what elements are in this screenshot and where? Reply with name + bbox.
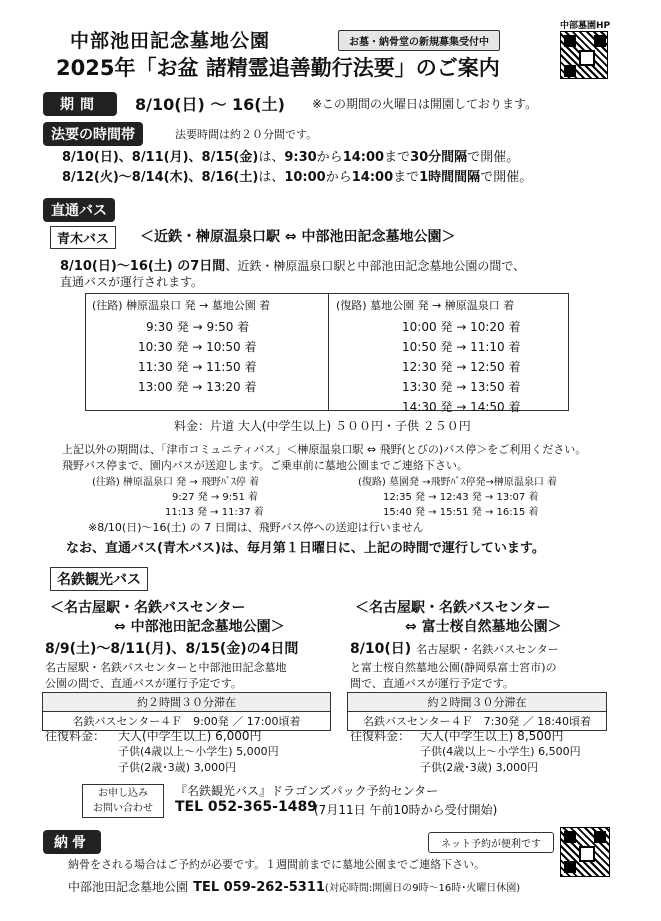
meitetsu-right-days-line [350, 638, 559, 658]
aoki-bus-days [60, 255, 525, 274]
aoki-timetable [85, 293, 569, 414]
service-duration-note: 法要時間は約２０分間です。 [175, 128, 318, 141]
service-end-1: 14:00 [342, 150, 385, 165]
community-inbound-row: 12:35 発 → 12:43 発 → 13:07 着 [383, 492, 539, 503]
period-heading: 期間 [43, 92, 117, 116]
community-inbound-row: 15:40 発 → 15:51 発 → 16:15 着 [383, 507, 539, 518]
community-bus-note-2: 飛野バス停まで、園内バスが送迎します。ご乗車前に墓地公園までご連絡下さい。 [62, 459, 468, 472]
service-start-1: 9:30 [284, 150, 317, 165]
particle: まで [384, 150, 411, 165]
reservation-center: 『名鉄観光バス』ドラゴンズパック予約センター [175, 784, 439, 798]
meitetsu-left-stay-box [42, 692, 331, 731]
meitetsu-right-stay-box [347, 692, 607, 731]
meitetsu-right-fare-label: 往復料金： [350, 729, 411, 743]
service-end-2: 14:00 [351, 170, 394, 185]
nokotsu-note: 納骨をされる場合はご予約が必要です。１週間前までに墓地公園までご連絡下さい。 [68, 858, 486, 871]
timetable-divider [328, 294, 329, 410]
inbound-time-row: 14:30 発 → 14:50 着 [402, 400, 521, 414]
homepage-qr-code[interactable] [560, 31, 608, 79]
no-pickup-note: ※8/10(日)～16(土) の 7 日間は、飛野バス停への送迎は行いません [88, 521, 424, 534]
meitetsu-left-fare-child2: 子供(2歳･3歳) 3,000円 [118, 761, 237, 774]
meitetsu-right-desc-3: 間で、直通バスが運行予定です。 [350, 677, 514, 690]
particle: から [316, 150, 343, 165]
aoki-bus-route: ＜近鉄・榊原温泉口駅 ⇔ 中部池田記念墓地公園＞ [140, 229, 456, 245]
contact-label-2: お問い合わせ [93, 803, 153, 814]
service-times-line-2 [62, 166, 532, 185]
particle: で開催。 [480, 170, 533, 185]
meitetsu-left-route-1: ＜名古屋駅・名鉄バスセンター [50, 600, 246, 616]
meitetsu-right-fare-child2: 子供(2歳･3歳) 3,000円 [420, 761, 539, 774]
outbound-header: (往路) 榊原温泉口 発 → 墓地公園 着 [92, 299, 271, 312]
aoki-fare: 料金：片道 大人(中学生以上) ５００円・子供 ２５０円 [174, 419, 471, 433]
recruitment-badge: お墓・納骨堂の新規募集受付中 [338, 30, 500, 51]
period-dates: 8/10(日) ～ 16(土) [135, 95, 285, 114]
meitetsu-left-days: 8/9(土)～8/11(月)、8/15(金)の4日間 [45, 641, 299, 657]
reservation-tel[interactable]: TEL 052-365-1489 [175, 799, 317, 815]
aoki-bus-days-line2: 直通バスが運行されます。 [60, 275, 204, 289]
meitetsu-right-desc-2: と富士桜自然墓地公園(静岡県富士宮市)の [350, 661, 557, 674]
stay-schedule: 名鉄バスセンター４Ｆ 7:30発 ／ 18:40頃着 [363, 715, 591, 728]
community-outbound-row: 9:27 発 → 9:51 着 [172, 492, 259, 503]
particle: は、 [258, 150, 285, 165]
nokotsu-hours: (対応時間:開園日の9時～16時･火曜日休園) [324, 883, 521, 894]
service-interval-2: 1時間間隔 [419, 170, 481, 185]
reservation-tel-note: (7月11日 午前10時から受付開始) [314, 803, 498, 817]
stay-schedule: 名鉄バスセンター４Ｆ 9:00発 ／ 17:00頃着 [72, 715, 301, 728]
particle: まで [393, 170, 420, 185]
park-name-title: 中部池田記念墓地公園 [70, 30, 271, 52]
stay-duration: 約２時間３０分滞在 [43, 693, 330, 712]
meitetsu-right-fare-child1: 子供(4歳以上～小学生) 6,500円 [420, 745, 581, 758]
service-times-line-1 [62, 146, 519, 165]
contact-label-box [82, 784, 164, 818]
event-title: 2025年「お盆 諸精霊追善勤行法要」のご案内 [56, 56, 500, 80]
meitetsu-right-desc-1: 名古屋駅・名鉄バスセンター [416, 643, 559, 656]
aoki-bus-label: 青木バス [50, 226, 116, 249]
net-reservation-button[interactable]: ネット予約が便利です [428, 832, 554, 853]
nokotsu-org: 中部池田記念墓地公園 [68, 880, 189, 894]
meitetsu-left-fare-label: 往復料金： [45, 729, 106, 743]
service-start-2: 10:00 [284, 170, 326, 185]
inbound-time-row: 10:50 発 → 11:10 着 [402, 340, 521, 354]
aoki-days-bold: 8/10(日)～16(土) の7日間 [60, 259, 226, 274]
meitetsu-left-fare-child1: 子供(4歳以上～小学生) 5,000円 [118, 745, 279, 758]
nokotsu-contact-line [68, 876, 520, 895]
service-interval-1: 30分間隔 [410, 150, 468, 165]
reservation-qr-code[interactable] [560, 827, 610, 877]
nokotsu-tel[interactable]: TEL 059-262-5311 [193, 880, 325, 895]
meitetsu-left-route-2: ⇔ 中部池田記念墓地公園＞ [114, 619, 285, 635]
direct-bus-heading: 直通バス [43, 198, 115, 222]
service-days-1: 8/10(日)、8/11(月)、8/15(金) [62, 150, 259, 165]
particle: から [325, 170, 352, 185]
meitetsu-bus-label: 名鉄観光バス [50, 567, 148, 591]
outbound-time-row: 11:30 発 → 11:50 着 [138, 360, 257, 374]
outbound-time-row: 10:30 発 → 10:50 着 [138, 340, 257, 354]
community-bus-note-1: 上記以外の期間は、「津市コミュニティバス」＜榊原温泉口駅 ⇔ 飛野(とびの)バス停＞をご利用ください。 [62, 443, 587, 456]
community-inbound-header: (復路) 墓園発 →飛野ﾊﾞｽ停発→榊原温泉口 着 [358, 477, 558, 488]
inbound-time-row: 12:30 発 → 12:50 着 [402, 360, 521, 374]
community-outbound-header: (往路) 榊原温泉口 発 → 飛野ﾊﾞｽ停 着 [92, 477, 260, 488]
inbound-time-row: 10:00 発 → 10:20 着 [402, 320, 521, 334]
outbound-time-row: 13:00 発 → 13:20 着 [138, 380, 257, 394]
outbound-time-row: 9:30 発 → 9:50 着 [146, 320, 250, 334]
meitetsu-left-fare-adult: 大人(中学生以上) 6,000円 [118, 729, 262, 743]
meitetsu-right-route-2: ⇔ 富士桜自然墓地公園＞ [405, 619, 562, 635]
stay-duration: 約２時間３０分滞在 [348, 693, 606, 712]
service-times-heading: 法要の時間帯 [43, 122, 143, 146]
inbound-header: (復路) 墓地公園 発 → 榊原温泉口 着 [336, 299, 515, 312]
meitetsu-left-desc-1: 名古屋駅・名鉄バスセンターと中部池田記念墓地 [45, 661, 287, 674]
inbound-time-row: 13:30 発 → 13:50 着 [402, 380, 521, 394]
meitetsu-right-fare-adult: 大人(中学生以上) 8,500円 [420, 729, 564, 743]
monthly-service-note: なお、直通バス(青木バス)は、毎月第１日曜日に、上記の時間で運行しています。 [66, 541, 545, 556]
aoki-days-rest: 、近鉄・榊原温泉口駅と中部池田記念墓地公園の間で、 [225, 259, 526, 273]
period-note: ※この期間の火曜日は開園しております。 [312, 97, 538, 111]
meitetsu-right-route-1: ＜名古屋駅・名鉄バスセンター [355, 600, 551, 616]
nokotsu-heading: 納骨 [43, 830, 101, 854]
particle: は、 [258, 170, 285, 185]
meitetsu-right-days: 8/10(日) [350, 641, 412, 657]
service-days-2: 8/12(火)～8/14(木)、8/16(土) [62, 170, 259, 185]
qr-label: 中部墓園HP [560, 21, 611, 31]
contact-label-1: お申し込み [98, 788, 148, 799]
community-outbound-row: 11:13 発 → 11:37 着 [165, 507, 264, 518]
meitetsu-left-desc-2: 公園の間で、直通バスが運行予定です。 [45, 677, 242, 690]
particle: で開催。 [467, 150, 520, 165]
